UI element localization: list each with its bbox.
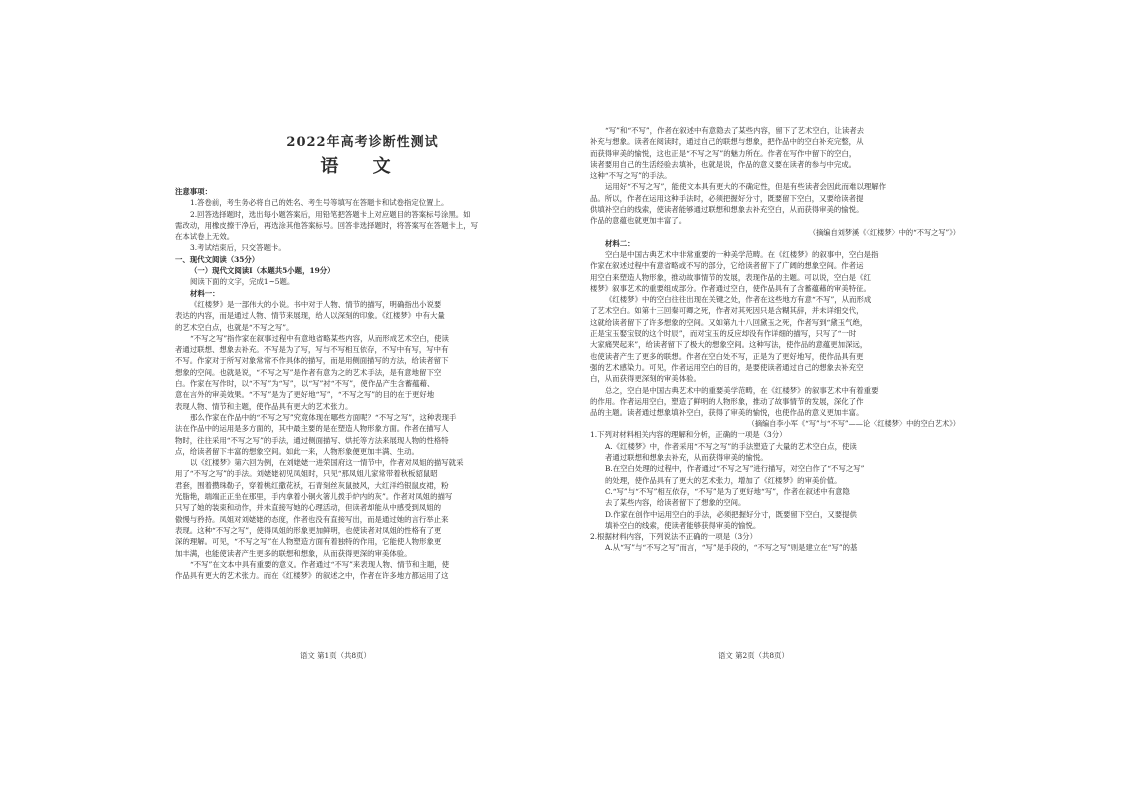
text-line: 的艺术空白点，也就是“不写之写”。 [175,322,294,332]
notice-line: 3.考试结束后，只交答题卡。 [190,243,286,253]
text-line: 品的主题。读者通过想象填补空白，获得了审美的愉悦，也使作品的意义更加丰富。 [590,408,864,418]
right-page [590,125,960,670]
text-line: 表现。这种“不写之写”，使得凤姐的形象更加鲜明，也使读者对凤姐的性格有了更 [175,525,442,535]
text-line: 物时，往往采用“不写之写”的手法，通过侧面描写、烘托等方法来展现人物的性格特 [175,435,449,445]
text-line: 者通过联想、想象去补充。不写是为了写，写与不写相互依存，不写中有写，写中有 [175,345,449,355]
text-line: 这种“不写之写”的手法。 [590,171,672,181]
text-line: 表达的内容，而是通过人物、情节来展现，给人以深刻的印象。《红楼梦》中有大量 [175,311,445,321]
text-line: 不写。作家对于所写对象常常不作具体的描写，而是用侧面描写的方法，给读者留下 [175,356,449,366]
text-line: 了艺术空白。如第十三回秦可卿之死，作者对其死因只是含糊其辞，并未详细交代， [590,306,864,316]
text-line: 作品具有更大的艺术张力。而在《红楼梦》的叙述之中，作者在许多地方都运用了这 [175,571,449,581]
option-line: 去了某些内容，给读者留下了想象的空间。 [605,498,746,508]
material-two-label: 材料二： [605,238,635,248]
text-line: “不写”在文本中具有重要的意义。作者通过“不写”来表现人物、情节和主题，使 [190,559,450,569]
subsection-heading: （一）现代文阅读Ⅰ（本题共5小题，19分） [190,266,335,276]
notice-line: 需改动，用橡皮擦干净后，再选涂其他答案标号。回答非选择题时，将答案写在答题卡上，写 [175,220,479,230]
text-line: 《红楼梦》是一部伟大的小说。书中对于人物、情节的描写，明确指出小说要 [190,299,442,309]
text-line: 想象的空间。也就是说，“不写之写”是作者有意为之的艺术手法，是有意地留下空 [175,367,442,377]
option-line: 的处理，使作品具有了更大的艺术张力，增加了《红楼梦》的审美价值。 [605,475,842,485]
option-line: D.作家在创作中运用空白的手法，必须把握好分寸，既要留下空白，又要提供 [605,509,857,519]
left-page [175,125,550,670]
material-one-label: 材料一： [190,288,220,298]
text-line: 补充与想象。读者在阅读时，通过自己的联想与想象，把作品中的空白补充完整，从 [590,137,864,147]
text-line: 作品的意蕴也就更加丰富了。 [590,216,687,226]
text-line: 用了“不写之写”的手法。刘姥姥初见凤姐时，只见“那凤姐儿家常带着秋板貂鼠昭 [175,469,438,479]
text-line: 只写了她的装束和动作，并未直接写她的心理活动，但读者却能从中感受到凤姐的 [175,503,442,513]
question-1-options [590,441,960,531]
material-one-continued [590,125,960,227]
reading-instruction: 阅读下面的文字，完成1~5题。 [190,277,295,287]
text-line: 那么作家在作品中的“不写之写”究竟体现在哪些方面呢？“不写之写”，这种表现手 [190,412,457,422]
text-line: 深的理解。可见，“不写之写”在人物塑造方面有着独特的作用，它能使人物形象更 [175,537,442,547]
text-line: 大家痛哭起来”，给读者留下了极大的想象空间。这种写法，使作品的意蕴更加深远， [590,340,868,350]
text-line: 读者要用自己的生活经验去填补，也就是说，作品的意义要在读者的参与中完成。 [590,159,857,169]
text-line: 白。作家在写作时，以“不写”为“写”，以“写”衬“不写”，使作品产生含蓄蕴藉、 [175,379,435,389]
option-line: 者通过联想和想象去补充，从而获得审美的愉悦。 [605,453,768,463]
text-line: 法在作品中的运用是多方面的，其中最主要的是在塑造人物形象方面。作者在描写人 [175,424,449,434]
right-page-footer: 语文 第2页（共8页） [718,651,789,660]
text-line: 这就给读者留下了许多想象的空间。又如第九十八回黛玉之死，作者写到“黛玉气绝， [590,317,868,327]
notice-line: 1.答卷前，考生务必将自己的姓名、考生号等填写在答题卡和试卷指定位置上。 [190,198,449,208]
option-line: A.从“写”与“不写之写”而言，“写”是手段的，“不写之写”则是建立在“写”的基 [605,543,858,553]
text-line: 供填补空白的线索，使读者能够通过联想和想象去补充空白，从而获得审美的愉悦。 [590,205,864,215]
text-line: 总之，空白是中国古典艺术中的重要美学范畴，在《红楼梦》的叙事艺术中有着重要 [605,385,879,395]
section-heading: 一、现代文阅读（35分） [175,254,260,264]
text-line: “写”和“不写”，作者在叙述中有意隐去了某些内容，留下了艺术空白，让读者去 [605,126,865,135]
text-line: 光脂艳，端端正正坐在那里，手内拿着小铜火箸儿拨手炉内的灰”。作者对凤姐的描写 [175,492,453,502]
text-line: 点，给读者留下丰富的想象空间。如此一来，人物形象便更加丰满、生动。 [175,446,419,456]
text-line: 傲慢与矜持。凤姐对刘姥姥的态度，作者也没有直接写出，而是通过她的言行举止来 [175,514,449,524]
text-line: 而获得审美的愉悦，这也正是“不写之写”的魅力所在。作者在写作中留下的空白， [590,148,857,158]
text-line: 正是宝玉娶宝钗的这个时辰”，而对宝玉的反应却没有作详细的描写，只写了“一时 [590,329,857,339]
text-line: 用空白来塑造人物形象，推动故事情节的发展，表现作品的主题。可以说，空白是《红 [590,272,871,282]
option-line: B.在空白处理的过程中，作者通过“不写之写”进行描写，对空白作了“不写之写” [605,464,865,474]
text-line: 意在言外的审美效果。“不写”是为了更好地“写”，“不写之写”的目的在于更好地 [175,390,435,400]
text-line: 的作用。作者运用空白，塑造了鲜明的人物形象，推动了故事情节的发展，深化了作 [590,396,864,406]
text-line: 君套，围着攒珠勒子，穿着桃红撒花袄，石青刻丝灰鼠披风，大红洋绉银鼠皮裙，粉 [175,480,449,490]
subject-title: 语 文 [320,156,405,177]
text-line: 品。所以，作者在运用这种手法时，必须把握好分寸，既要留下空白，又要给读者提 [590,193,864,203]
material-one-source: （摘编自刘梦溪《〈红楼梦〉中的“不写之写”》） [808,227,960,237]
material-two-source: （摘编自李小军《“写”与“不写”——论〈红楼梦〉中的空白艺术》） [747,419,960,429]
text-line: 也使读者产生了更多的联想。作者在空白处不写，正是为了更好地写，使作品具有更 [590,351,864,361]
notice-line: 在本试卷上无效。 [175,232,235,242]
material-two-text [590,249,960,418]
left-page-footer: 语文 第1页（共8页） [300,651,371,660]
text-line: 作家在叙述过程中有意省略或不写的部分，它给读者留下了广阔的想象空间。作者运 [590,261,864,271]
exam-title: 2022年高考诊断性测试 [286,135,439,150]
notice-line: 2.回答选择题时，选出每小题答案后，用铅笔把答题卡上对应题目的答案标号涂黑。如 [190,209,471,219]
text-line: “不写之写”指作家在叙事过程中有意地省略某些内容，从而形成艺术空白，使读 [190,333,449,343]
option-line: 填补空白的线索，使读者能够获得审美的愉悦。 [605,520,761,530]
notice-heading: 注意事项： [175,187,212,196]
text-line: 以《红楼梦》第六回为例，在刘姥姥一进荣国府这一情节中，作者对凤姐的描写就采 [190,458,464,468]
text-line: 空白是中国古典艺术中非常重要的一种美学范畴。在《红楼梦》的叙事中，空白是指 [605,249,879,259]
question-2: 2.根据材料内容，下列说法不正确的一项是（3分） [590,532,757,542]
text-line: 表现人物、情节和主题，使作品具有更大的艺术张力。 [175,401,353,411]
option-line: A.《红楼梦》中，作者采用“不写之写”的手法塑造了大量的艺术空白点，使读 [605,441,857,451]
text-line: 加丰满，也能使读者产生更多的联想和想象，从而获得更深的审美体验。 [175,548,412,558]
text-line: 《红楼梦》中的空白往往出现在关键之处，作者在这些地方有意“不写”，从而形成 [605,295,872,305]
question-1: 1.下列对材料相关内容的理解和分析，正确的一项是（3分） [590,430,787,440]
text-line: 运用好“不写之写”，能使文本具有更大的不确定性，但是有些读者会因此而难以理解作 [605,182,887,192]
material-one-text [175,299,550,581]
text-line: 楼梦》叙事艺术的重要组成部分。作者通过空白，使作品具有了含蓄蕴藉的审美特征。 [590,283,871,293]
notice-list [175,197,550,253]
option-line: C.“写”与“不写”相互依存，“不写”是为了更好地“写”，作者在叙述中有意隐 [605,486,850,496]
text-line: 强的艺术感染力。可见，作者运用空白的目的，是要使读者通过自己的想象去补充空 [590,362,864,372]
question-2-options [590,542,960,553]
text-line: 白，从而获得更深刻的审美体验。 [590,374,701,384]
